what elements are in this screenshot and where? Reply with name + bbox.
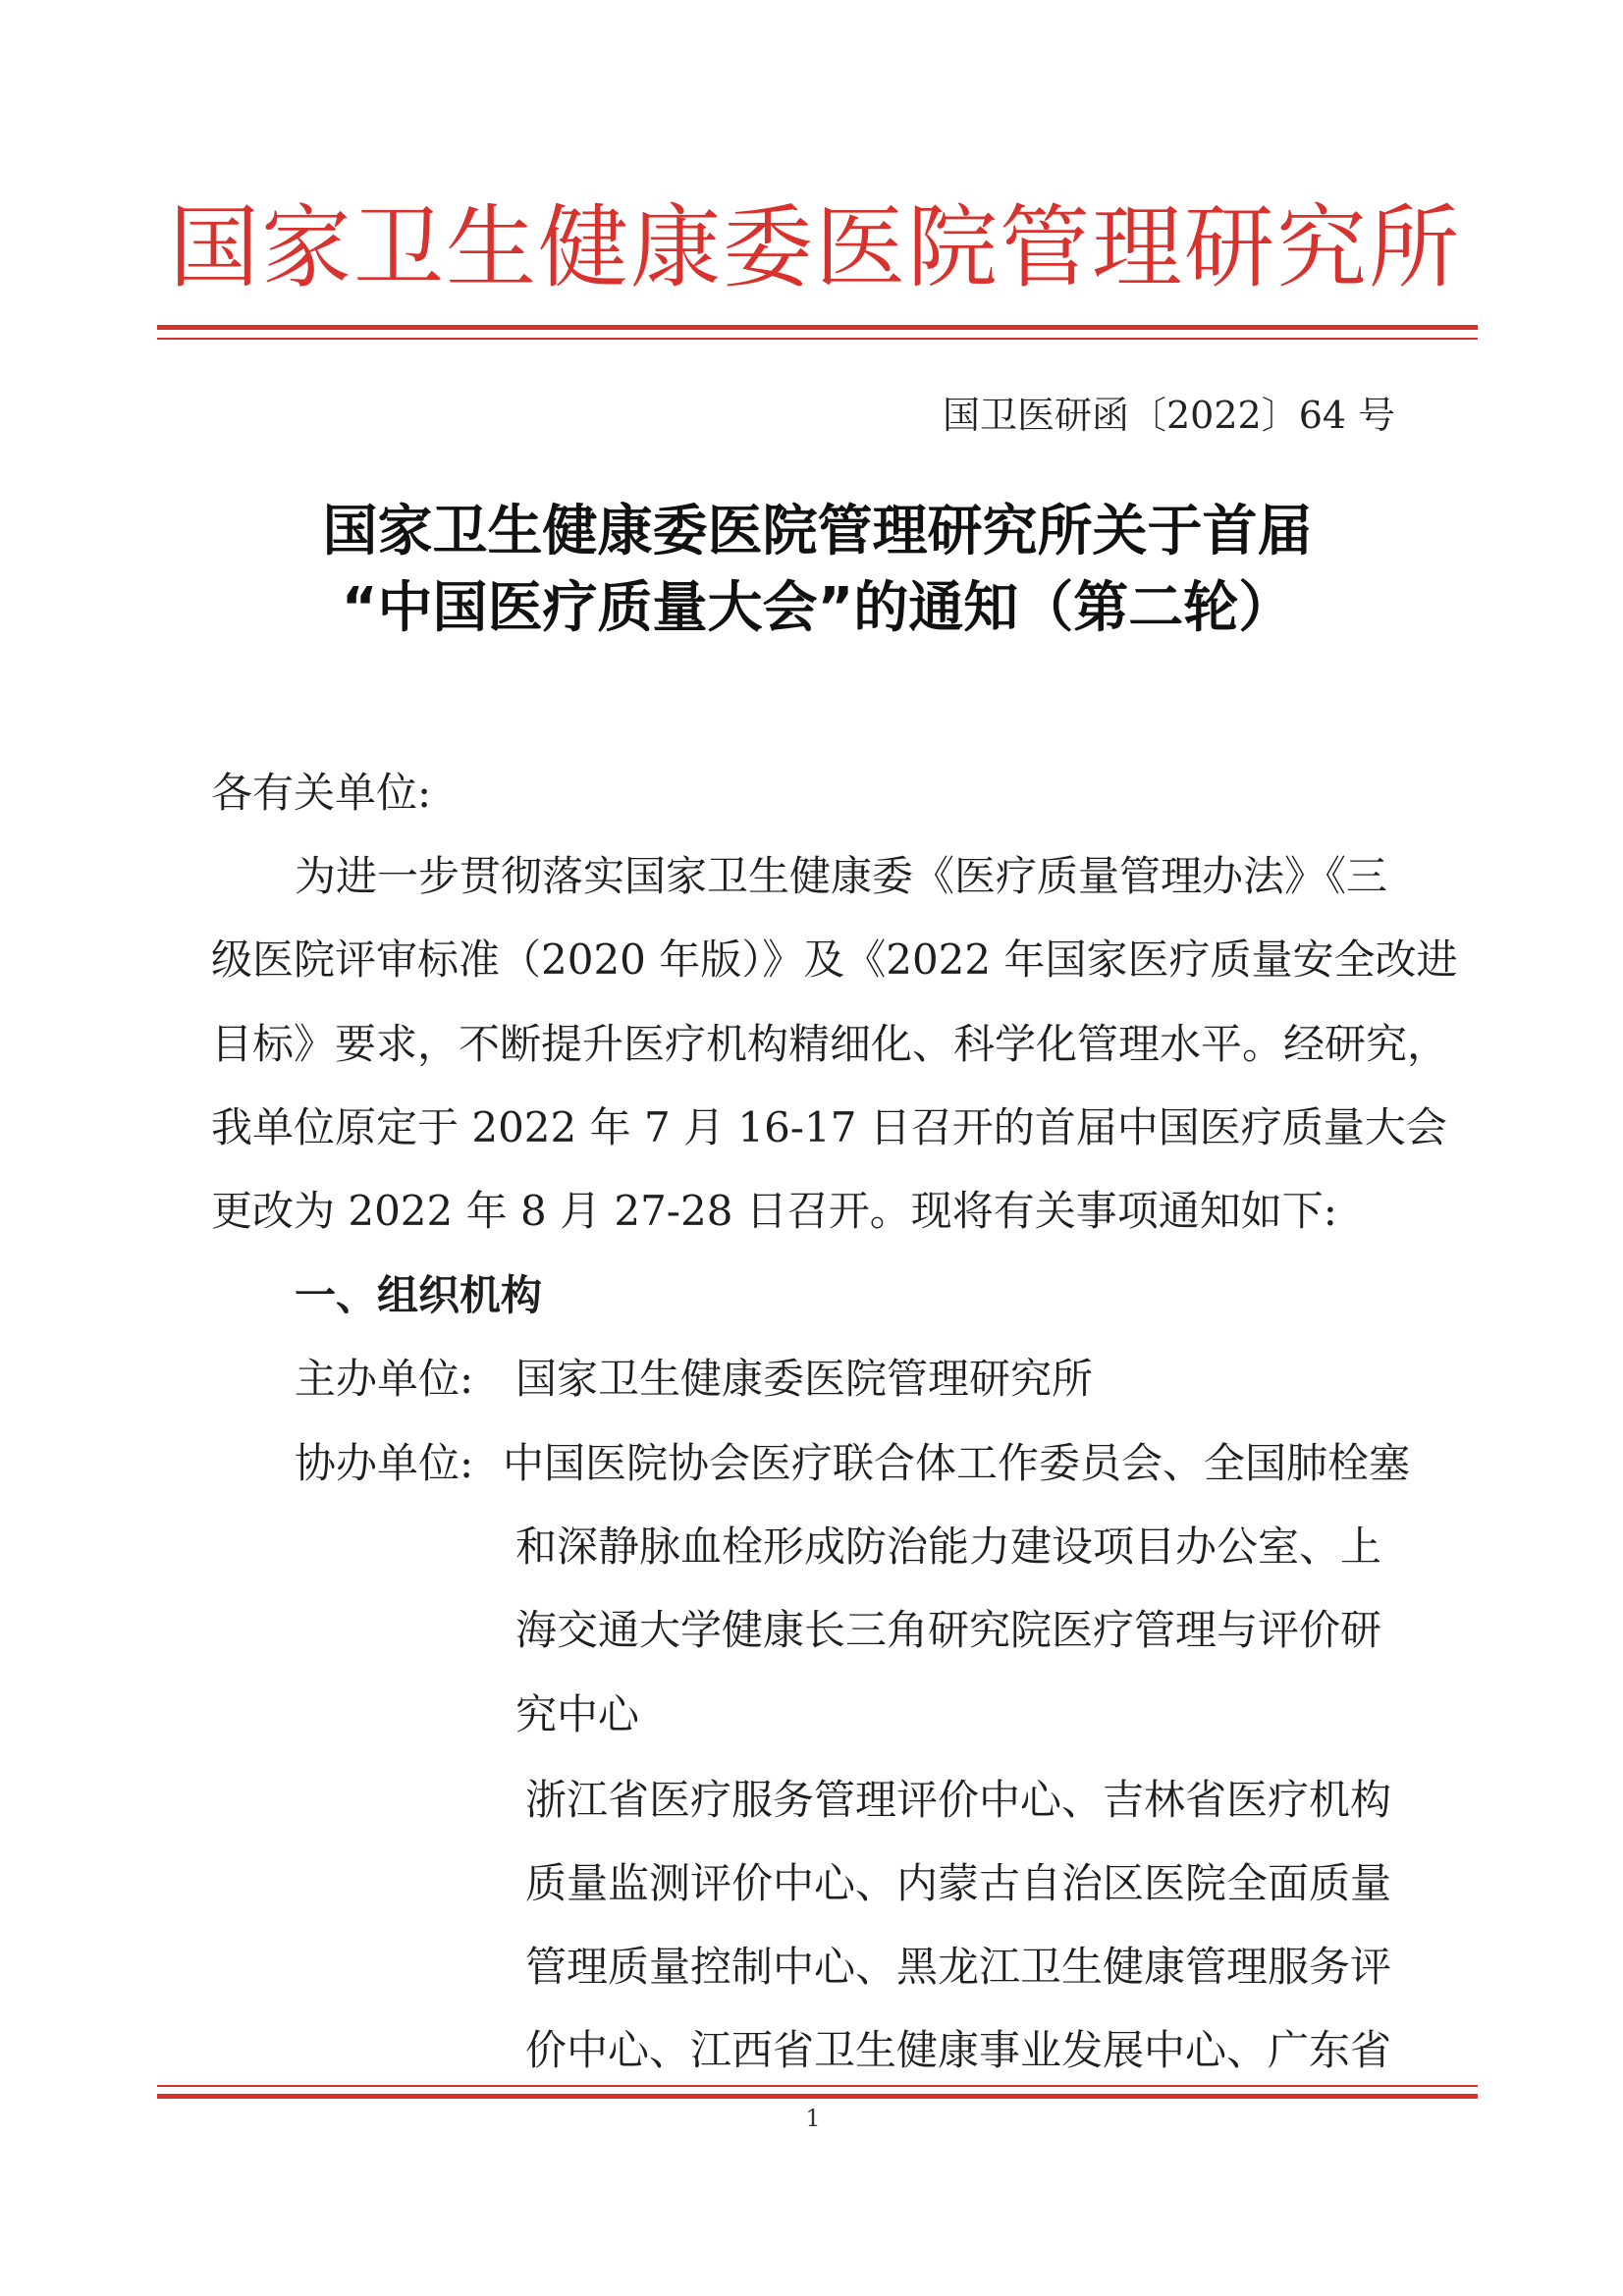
host-value: 国家卫生健康委医院管理研究所 <box>515 1355 1094 1403</box>
notice-title-line-2: “中国医疗质量大会”的通知（第二轮） <box>341 576 1294 640</box>
section-heading-organization: 一、组织机构 <box>295 1271 543 1319</box>
co-organizer-line: 海交通大学健康长三角研究院医疗管理与评价研 <box>515 1606 1382 1654</box>
co-organizer-line: 管理质量控制中心、黑龙江卫生健康管理服务评 <box>525 1943 1392 1991</box>
co-organizer-line: 和深静脉血栓形成防治能力建设项目办公室、上 <box>515 1522 1382 1571</box>
co-organizer-label: 协办单位: <box>295 1439 474 1487</box>
salutation: 各有关单位: <box>211 769 432 817</box>
intro-line: 级医院评审标准（2020 年版）》及《2022 年国家医疗质量安全改进 <box>211 935 1458 984</box>
institute-header: 国家卫生健康委医院管理研究所 <box>168 195 1461 300</box>
intro-line: 为进一步贯彻落实国家卫生健康委《医疗质量管理办法》《三 <box>295 852 1388 900</box>
header-rule-thin <box>157 338 1478 340</box>
footer-rule-thin <box>157 2085 1478 2087</box>
co-organizer-line: 究中心 <box>515 1690 640 1738</box>
document-number: 国卫医研函〔2022〕64 号 <box>943 394 1396 437</box>
intro-line: 更改为 2022 年 8 月 27-28 日召开。现将有关事项通知如下: <box>211 1187 1337 1235</box>
intro-line: 我单位原定于 2022 年 7 月 16-17 日召开的首届中国医疗质量大会 <box>211 1103 1447 1151</box>
host-label: 主办单位: <box>295 1355 474 1403</box>
co-organizer-line: 浙江省医疗服务管理评价中心、吉林省医疗机构 <box>525 1776 1392 1824</box>
co-organizer-line: 中国医院协会医疗联合体工作委员会、全国肺栓塞 <box>503 1439 1411 1487</box>
co-organizer-line: 价中心、江西省卫生健康事业发展中心、广东省 <box>525 2026 1392 2074</box>
intro-line: 目标》要求，不断提升医疗机构精细化、科学化管理水平。经研究， <box>211 1020 1449 1068</box>
co-organizer-line: 质量监测评价中心、内蒙古自治区医院全面质量 <box>525 1859 1392 1907</box>
header-rule-thick <box>157 325 1478 330</box>
page-number: 1 <box>805 2105 821 2132</box>
footer-rule-thick <box>157 2094 1478 2099</box>
notice-title-line-1: 国家卫生健康委医院管理研究所关于首届 <box>322 500 1313 563</box>
